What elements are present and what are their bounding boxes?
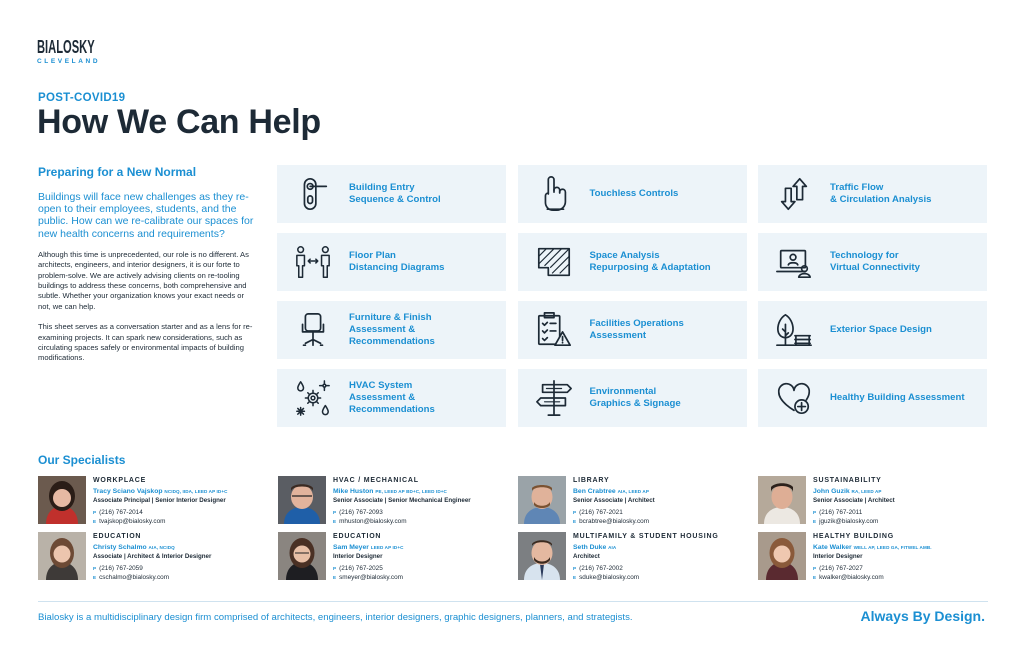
- checklist-warning-icon: [534, 308, 574, 352]
- specialist-category: EDUCATION: [333, 533, 382, 540]
- specialist-category: HVAC / MECHANICAL: [333, 477, 419, 484]
- service-label: Traffic Flow & Circulation Analysis: [830, 182, 932, 205]
- page-kicker: POST-COVID19: [38, 92, 126, 104]
- specialist-card: [278, 476, 508, 526]
- specialist-email-line: [573, 517, 753, 526]
- specialist-card: [518, 532, 748, 582]
- specialist-email-line: [813, 573, 993, 582]
- specialist-card: [518, 476, 748, 526]
- service-tile: [758, 165, 987, 223]
- avatar: [38, 476, 86, 524]
- page-title: How We Can Help: [37, 103, 321, 141]
- specialist-name: Seth Duke: [573, 544, 607, 551]
- specialist-category: WORKPLACE: [93, 477, 147, 484]
- phone-tag: P: [813, 566, 817, 571]
- specialist-role: Senior Associate | Senior Mechanical Engineer: [333, 496, 471, 504]
- floor-plan-icon: [534, 240, 574, 284]
- specialist-email-line: [93, 573, 273, 582]
- pointing-hand-icon: [534, 172, 574, 216]
- logo-city: CLEVELAND: [37, 58, 101, 65]
- service-label: Healthy Building Assessment: [830, 392, 965, 404]
- avatar: [758, 532, 806, 580]
- bialosky-logo: [37, 38, 130, 65]
- specialist-phone: (216) 767-2011: [819, 509, 863, 516]
- specialists-grid: [38, 476, 998, 586]
- specialist-email[interactable]: mhuston@bialosky.com: [339, 518, 407, 525]
- specialist-credentials: NCIDQ, IIDA, LEED AP ID+C: [164, 489, 228, 494]
- phone-tag: P: [573, 510, 577, 515]
- specialist-name-line: [93, 544, 273, 553]
- specialist-role: Interior Designer: [333, 552, 383, 560]
- specialist-card: [758, 476, 988, 526]
- footer-description: Bialosky is a multidisciplinary design firm comprised of architects, engineers, interior designers, graphic designers, planners, and strategists.: [38, 612, 633, 623]
- specialist-role: Associate | Architect & Interior Designer: [93, 552, 212, 560]
- intro-lead: Buildings will face new challenges as they re-open to their employees, students, and the public. How can we re-calibrate our spaces for new health concerns and requirements?: [38, 191, 254, 240]
- service-tile: [758, 301, 987, 359]
- heart-plus-icon: [774, 376, 814, 420]
- specialist-role: Associate Principal | Senior Interior Designer: [93, 496, 226, 504]
- email-tag: E: [93, 575, 97, 580]
- specialists-heading: Our Specialists: [38, 453, 126, 467]
- people-distancing-icon: [293, 240, 333, 284]
- service-label: Environmental Graphics & Signage: [589, 386, 681, 409]
- service-tile: [518, 233, 747, 291]
- specialist-credentials: RA, LEED AP: [851, 489, 882, 494]
- email-tag: E: [813, 519, 817, 524]
- specialist-credentials: LEED AP ID+C: [370, 545, 404, 550]
- specialist-name-line: [93, 488, 273, 497]
- service-tile: [277, 301, 506, 359]
- specialist-phone: (216) 767-2014: [99, 509, 143, 516]
- specialist-category: LIBRARY: [573, 477, 610, 484]
- specialist-phone-line: [573, 508, 753, 517]
- specialist-email[interactable]: bcrabtree@bialosky.com: [579, 518, 650, 525]
- specialist-phone: (216) 767-2002: [579, 565, 623, 572]
- service-tile: [518, 165, 747, 223]
- specialist-name-line: [573, 488, 753, 497]
- service-label: Facilities Operations Assessment: [589, 318, 684, 341]
- specialist-category: EDUCATION: [93, 533, 142, 540]
- service-label: Furniture & Finish Assessment & Recommendations: [349, 312, 435, 347]
- specialist-email[interactable]: tvajskop@bialosky.com: [99, 518, 166, 525]
- specialist-credentials: AIA: [608, 545, 617, 550]
- specialist-email-line: [333, 517, 513, 526]
- avatar: [278, 476, 326, 524]
- specialist-email-line: [813, 517, 993, 526]
- specialist-role: Architect: [573, 552, 600, 560]
- specialist-name-line: [333, 544, 513, 553]
- specialist-name: John Guzik: [813, 488, 850, 495]
- service-tile: [277, 369, 506, 427]
- specialist-phone: (216) 767-2027: [819, 565, 863, 572]
- specialist-phone-line: [813, 564, 993, 573]
- specialist-category: MULTIFAMILY & STUDENT HOUSING: [573, 533, 719, 540]
- specialist-phone-line: [93, 508, 273, 517]
- specialist-card: [758, 532, 988, 582]
- specialist-email-line: [93, 517, 273, 526]
- specialist-name: Ben Crabtree: [573, 488, 616, 495]
- phone-tag: P: [813, 510, 817, 515]
- specialist-credentials: PE, LEED AP BD+C, LEED ID+C: [375, 489, 447, 494]
- specialist-name-line: [573, 544, 753, 553]
- traffic-arrows-icon: [774, 172, 814, 216]
- phone-tag: P: [333, 510, 337, 515]
- email-tag: E: [93, 519, 97, 524]
- specialist-phone-line: [333, 564, 513, 573]
- phone-tag: P: [573, 566, 577, 571]
- phone-tag: P: [333, 566, 337, 571]
- avatar: [518, 476, 566, 524]
- service-label: Touchless Controls: [589, 188, 679, 200]
- service-label: Space Analysis Repurposing & Adaptation: [589, 250, 711, 273]
- specialist-phone: (216) 767-2025: [339, 565, 383, 572]
- specialist-name: Mike Huston: [333, 488, 374, 495]
- avatar: [758, 476, 806, 524]
- specialist-credentials: AIA, LEED AP: [617, 489, 649, 494]
- service-tile: [758, 369, 987, 427]
- email-tag: E: [333, 519, 337, 524]
- specialist-email[interactable]: smeyer@bialosky.com: [339, 574, 403, 581]
- specialist-credentials: WELL AP, LEED GA, FITWEL AMB.: [853, 545, 932, 550]
- specialist-email[interactable]: jguzik@bialosky.com: [819, 518, 879, 525]
- specialist-card: [278, 532, 508, 582]
- specialist-card: [38, 532, 268, 582]
- service-tile: [277, 165, 506, 223]
- specialist-phone-line: [93, 564, 273, 573]
- specialist-role: Senior Associate | Architect: [813, 496, 895, 504]
- services-grid: [277, 165, 987, 427]
- hvac-icon: [293, 376, 333, 420]
- specialist-phone-line: [813, 508, 993, 517]
- specialist-category: HEALTHY BUILDING: [813, 533, 894, 540]
- specialist-email[interactable]: cschalmo@bialosky.com: [99, 574, 170, 581]
- door-handle-icon: [293, 172, 333, 216]
- office-chair-icon: [293, 308, 333, 352]
- avatar: [518, 532, 566, 580]
- specialist-name-line: [813, 488, 993, 497]
- signpost-icon: [534, 376, 574, 420]
- service-label: HVAC System Assessment & Recommendations: [349, 380, 435, 415]
- email-tag: E: [813, 575, 817, 580]
- service-tile: [518, 301, 747, 359]
- phone-tag: P: [93, 510, 97, 515]
- specialist-email[interactable]: sduke@bialosky.com: [579, 574, 640, 581]
- phone-tag: P: [93, 566, 97, 571]
- specialist-phone: (216) 767-2021: [579, 509, 623, 516]
- specialist-phone: (216) 767-2059: [99, 565, 143, 572]
- avatar: [278, 532, 326, 580]
- specialist-phone-line: [573, 564, 753, 573]
- footer-tagline: Always By Design.: [860, 608, 985, 624]
- email-tag: E: [333, 575, 337, 580]
- service-label: Exterior Space Design: [830, 324, 932, 336]
- email-tag: E: [573, 519, 577, 524]
- specialist-email[interactable]: kwalker@bialosky.com: [819, 574, 884, 581]
- specialist-email-line: [573, 573, 753, 582]
- service-label: Floor Plan Distancing Diagrams: [349, 250, 445, 273]
- intro-heading: Preparing for a New Normal: [38, 165, 197, 179]
- specialist-role: Interior Designer: [813, 552, 863, 560]
- specialist-phone: (216) 767-2093: [339, 509, 383, 516]
- service-tile: [277, 233, 506, 291]
- intro-paragraph: This sheet serves as a conversation starter and as a lens for re-examining projects. It can spark new considerations, such as circulating spaces safely or environmental impacts of building modifications.: [38, 322, 253, 363]
- specialist-phone-line: [333, 508, 513, 517]
- specialist-name-line: [813, 544, 993, 553]
- service-label: Technology for Virtual Connectivity: [830, 250, 920, 273]
- tree-bench-icon: [774, 308, 814, 352]
- specialist-name: Tracy Sciano Vajskop: [93, 488, 163, 495]
- specialist-name: Christy Schalmo: [93, 544, 147, 551]
- footer-divider: [38, 601, 988, 602]
- specialist-name: Sam Meyer: [333, 544, 369, 551]
- laptop-user-icon: [774, 240, 814, 284]
- email-tag: E: [573, 575, 577, 580]
- specialist-email-line: [333, 573, 513, 582]
- service-tile: [518, 369, 747, 427]
- service-label: Building Entry Sequence & Control: [349, 182, 441, 205]
- specialist-card: [38, 476, 268, 526]
- specialist-name: Kate Walker: [813, 544, 852, 551]
- avatar: [38, 532, 86, 580]
- specialist-name-line: [333, 488, 513, 497]
- service-tile: [758, 233, 987, 291]
- intro-paragraph: Although this time is unprecedented, our role is no different. As architects, engineers, and interior designers, it is our forte to problem-solve. We are actively advising clients on re-tooling buildings to address these concerns, both comprehensive and subtle. Whether your organization knows your exact needs or not, we can help.: [38, 249, 249, 311]
- intro-column: [38, 165, 256, 374]
- specialist-role: Senior Associate | Architect: [573, 496, 655, 504]
- logo-wordmark: BIALOSKY: [37, 37, 95, 57]
- specialist-credentials: AIA, NCIDQ: [148, 545, 175, 550]
- specialist-category: SUSTAINABILITY: [813, 477, 882, 484]
